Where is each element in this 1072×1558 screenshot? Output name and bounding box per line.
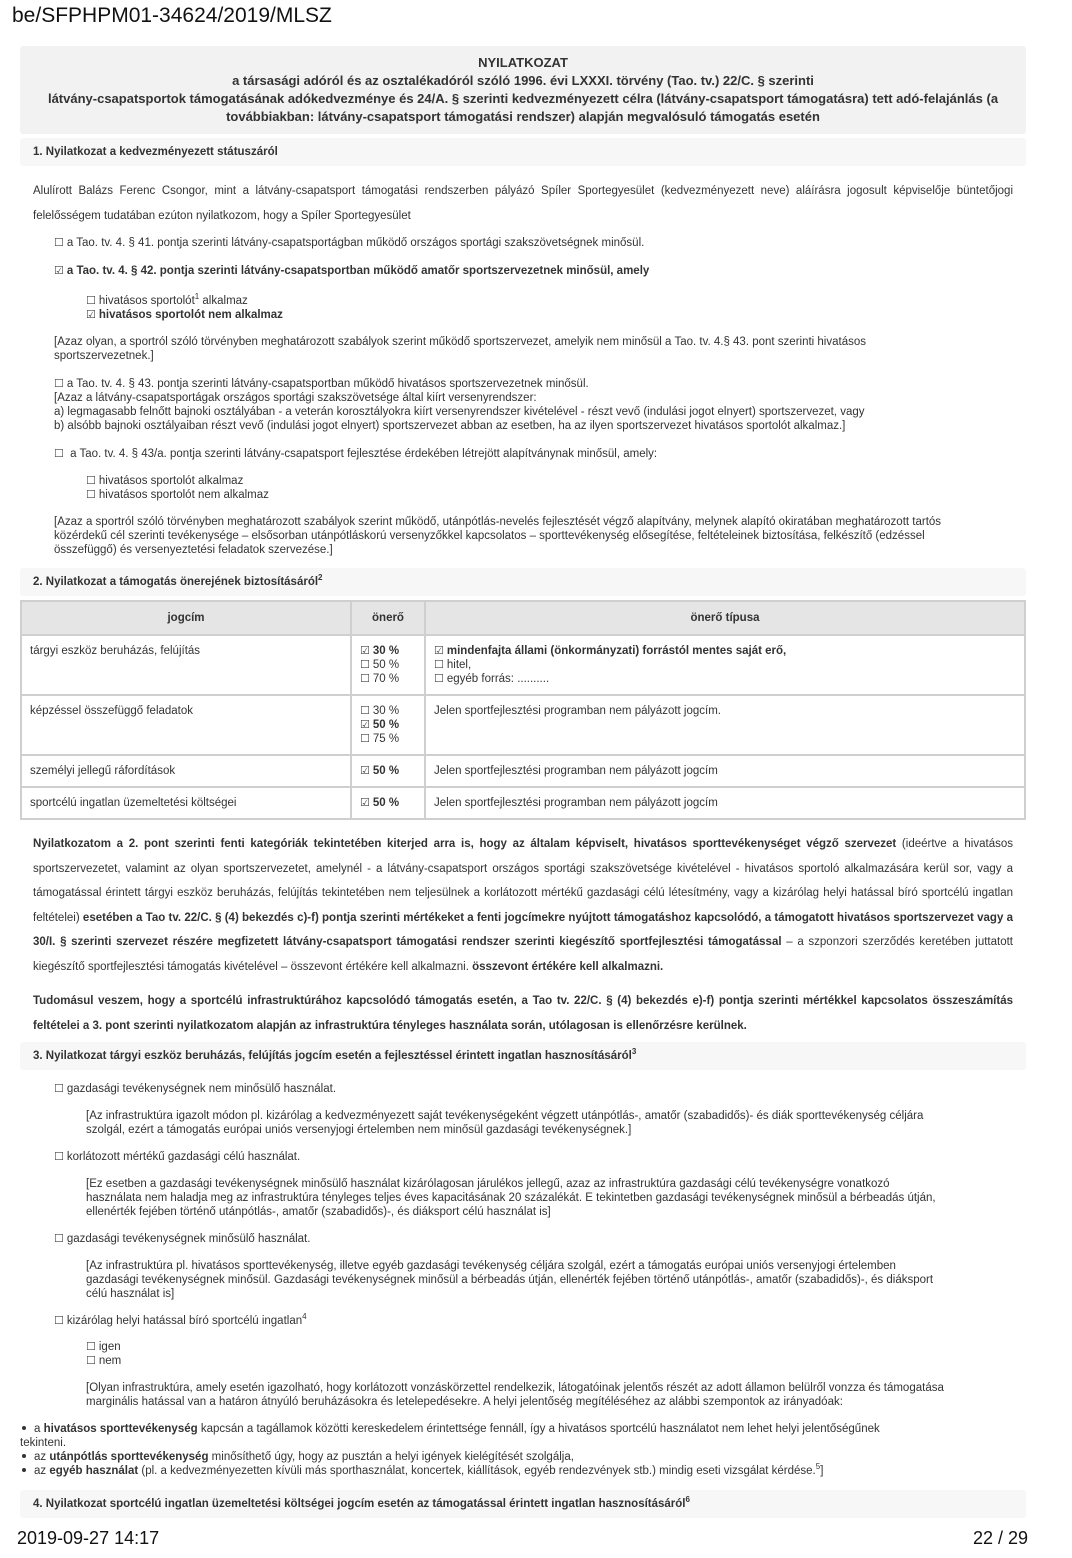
- usage-option-economic[interactable]: ☐ gazdasági tevékenységnek minősülő használat.: [54, 1232, 311, 1245]
- tipus-option[interactable]: ☑ mindenfajta állami (önkormányzati) forrástól mentes saját erő,: [434, 644, 787, 657]
- column-header-jogcim: jogcím: [21, 601, 351, 635]
- checkbox-unchecked-icon[interactable]: ☐: [86, 474, 96, 487]
- note-43-line3: b) alsóbb bajnoki osztályaiban részt vevő (indulási jogot elnyert) sportszervezet abban az esetben, ha az ilyen sportszervezet hivatásos sportolót alkalmaz.]: [54, 420, 846, 432]
- cell-onero-tipusa: Jelen sportfejlesztési programban nem pályázott jogcím: [425, 787, 1025, 819]
- tipus-option[interactable]: ☐ hitel,: [434, 658, 472, 671]
- option-42-no-pro[interactable]: ☑ hivatásos sportolót nem alkalmaz: [86, 308, 283, 321]
- onero-option[interactable]: ☐ 30 %: [360, 704, 400, 717]
- usage-option-non-economic[interactable]: ☐ gazdasági tevékenységnek nem minősülő használat.: [54, 1082, 337, 1095]
- cell-onero: [351, 695, 425, 755]
- onero-option[interactable]: ☐ 70 %: [360, 672, 400, 685]
- checkbox-unchecked-icon[interactable]: ☐: [54, 236, 64, 249]
- table-row: [21, 695, 1025, 755]
- checkbox-unchecked-icon[interactable]: ☐: [54, 447, 64, 460]
- checkbox-checked-icon[interactable]: ☑: [434, 644, 444, 657]
- cell-onero: [351, 755, 425, 787]
- option-42-employs-pro[interactable]: ☐ hivatásos sportolót$^1$ alkalmaz: [86, 292, 248, 307]
- checkbox-unchecked-icon[interactable]: ☐: [360, 658, 370, 671]
- table-row: [21, 635, 1025, 695]
- onero-option[interactable]: ☑ 50 %: [360, 764, 400, 777]
- checkbox-checked-icon[interactable]: ☑: [54, 264, 64, 277]
- checkbox-unchecked-icon[interactable]: ☐: [86, 294, 96, 307]
- option-43a-employs-pro[interactable]: ☐ hivatásos sportolót alkalmaz: [86, 474, 244, 487]
- checkbox-checked-icon[interactable]: ☑: [360, 718, 370, 731]
- own-contribution-table: [20, 600, 1026, 820]
- footnote-ref-5: 5: [815, 1462, 821, 1472]
- option-43a-no-pro[interactable]: ☐ hivatásos sportolót nem alkalmaz: [86, 488, 269, 501]
- bullet-icon: [22, 1468, 26, 1472]
- usage-option-limited-economic[interactable]: ☐ korlátozott mértékű gazdasági célú használat.: [54, 1150, 301, 1163]
- bullet-icon: [22, 1426, 26, 1430]
- section-4-heading: 4. Nyilatkozat sportcélú ingatlan üzemeltetési költségei jogcím esetén az támogatással érintett ingatlan hasznosításáról$^6$: [20, 1490, 1026, 1518]
- print-timestamp: 2019-09-27 14:17: [17, 1528, 160, 1548]
- checkbox-unchecked-icon[interactable]: ☐: [86, 1354, 96, 1367]
- note-43a: [Azaz a sportról szóló törvényben meghatározott szabályok szerint működő, utánpótlás-nevelés fejlesztését végző alapítvány, melynek alapító okiratában meghatározott tartós közérdekű cél szerinti tevékenysége – elsősorban utánpótláskorú versenyzőkkel kapcsolatos – sporttevékenység elősegítése, feltételeinek biztosítása, felkészítő (edzéssel összefüggő) és versenyeztetési feladatok szervezése.]: [54, 516, 942, 556]
- title-subtitle-2: látvány-csapatsportok támogatásának adókedvezménye és 24/A. § szerinti kedvezményezett célra (látvány-csapatsport támogatásra) tett adó-felajánlás (a továbbiakban: látvány-csapatsport támogatási rendszer) alapján megvalósuló támogatás esetén: [47, 91, 999, 124]
- declaration-document: [20, 46, 1026, 1518]
- cell-jogcim: képzéssel összefüggő feladatok: [21, 695, 351, 755]
- section-2-paragraph-2: Tudomásul veszem, hogy a sportcélú infrastruktúrához kapcsolódó támogatás esetén, a Tao tv. 22/C. § (4) bekezdés e)-f) pontja szerinti mértékkel kapcsolatos összeszámítás feltételei a 3. pont szerinti nyilatkozatom alapján az infrastruktúra tényleges használata során, utólagosan is ellenőrzésre kerülnek.: [33, 995, 1013, 1032]
- note-43-line2: a) legmagasabb felnőtt bajnoki osztályában - a veterán korosztályokra kiírt versenyrendszer kivételével - részt vevő (indulási jogot elnyert) sportszervezet, vagy: [54, 406, 865, 418]
- checkbox-checked-icon[interactable]: ☑: [360, 764, 370, 777]
- onero-option[interactable]: ☑ 30 %: [360, 644, 400, 657]
- note-42: [Azaz olyan, a sportról szóló törvényben meghatározott szabályok szerint működő sportszervezet, amelyik nem minősül a Tao. tv. 4.§ 43. pont szerinti hivatásos sportszervezetnek.]: [54, 336, 866, 362]
- cell-onero: [351, 635, 425, 695]
- checkbox-unchecked-icon[interactable]: ☐: [86, 488, 96, 501]
- option-43[interactable]: ☐ a Tao. tv. 4. § 43. pontja szerinti látvány-csapatsportban működő hivatásos sportszervezetnek minősül.: [54, 377, 589, 390]
- footnote-ref-1: 1: [194, 292, 200, 302]
- cell-onero-tipusa: Jelen sportfejlesztési programban nem pályázott jogcím: [425, 755, 1025, 787]
- checkbox-unchecked-icon[interactable]: ☐: [360, 704, 370, 717]
- footnote-ref-2: 2: [318, 573, 323, 583]
- tipus-option[interactable]: ☐ egyéb forrás: ..........: [434, 672, 550, 685]
- local-impact-yes[interactable]: ☐ igen: [86, 1340, 121, 1353]
- onero-option[interactable]: ☐ 75 %: [360, 732, 400, 745]
- document-title: [20, 46, 1026, 134]
- cell-jogcim: tárgyi eszköz beruházás, felújítás: [21, 635, 351, 695]
- usage-note-limited-economic: [Ez esetben a gazdasági tevékenységnek minősülő használat kizárólagosan járulékos jellegű, azaz az infrastruktúra gazdasági célú tevékenységre vonatkozó használata nem haladja meg az infrastruktúra tényleges teljes éves kapacitásának 20 százalékát. E tekintetben gazdasági tevékenységnek minősül a bérbeadás útján, ellenérték fejében történő utánpótlás-, amatőr (szabadidős)-, és diáksport célú használat is]: [86, 1178, 936, 1218]
- footnote-ref-6: 6: [685, 1495, 690, 1505]
- checkbox-unchecked-icon[interactable]: ☐: [54, 377, 64, 390]
- checkbox-unchecked-icon[interactable]: ☐: [54, 1150, 64, 1163]
- local-impact-note: [Olyan infrastruktúra, amely esetén igazolható, hogy korlátozott vonzáskörzettel rendelkezik, látogatóinak jelentős részét az adott államon belülről vonzza és támogatása marginális hatással van a határon átnyúló beruházásokra és letelepedésekre. A helyi jelentőség megítéléséhez az alábbi szempontok az irányadóak:: [86, 1382, 944, 1408]
- section-3-heading: 3. Nyilatkozat tárgyi eszköz beruházás, felújítás jogcím esetén a fejlesztéssel érintett ingatlan hasznosításáról$^3$: [20, 1042, 1026, 1070]
- cell-jogcim: sportcélú ingatlan üzemeltetési költségei: [21, 787, 351, 819]
- list-item: az utánpótlás sporttevékenység minősíthető úgy, hogy az pusztán a helyi igények kielégítését szolgálja,: [20, 1450, 906, 1464]
- column-header-onero-tipusa: önerő típusa: [425, 601, 1025, 635]
- table-row: [21, 755, 1025, 787]
- checkbox-checked-icon[interactable]: ☑: [360, 796, 370, 809]
- checkbox-unchecked-icon[interactable]: ☐: [54, 1232, 64, 1245]
- footnote-ref-3: 3: [631, 1047, 637, 1057]
- option-43a[interactable]: ☐ a Tao. tv. 4. § 43/a. pontja szerinti látvány-csapatsport fejlesztése érdekében létrejött alapítványnak minősül, amely:: [54, 447, 658, 460]
- checkbox-unchecked-icon[interactable]: ☐: [360, 672, 370, 685]
- local-impact-no[interactable]: ☐ nem: [86, 1354, 122, 1367]
- checkbox-checked-icon[interactable]: ☑: [360, 644, 370, 657]
- checkbox-unchecked-icon[interactable]: ☐: [54, 1314, 64, 1327]
- option-42[interactable]: ☑ a Tao. tv. 4. § 42. pontja szerinti látvány-csapatsportban működő amatőr sportszervezetnek minősül, amely: [54, 264, 650, 277]
- page-number: 22 / 29: [972, 1528, 1028, 1548]
- usage-note-economic: [Az infrastruktúra pl. hivatásos sporttevékenység, illetve egyéb gazdasági tevékenység céljára szolgál, ezért a támogatás európai uniós versenyjogi értelemben gazdasági tevékenységnek minősül. Gazdasági tevékenységnek minősül a bérbeadás útján, ellenérték fejében történő utánpótlás-, amatőr (szabadidős)-, és diáksport célú használat is]: [86, 1260, 934, 1300]
- onero-option[interactable]: ☐ 50 %: [360, 658, 400, 671]
- cell-onero-tipusa: [425, 635, 1025, 695]
- note-43-line1: [Azaz a látvány-csapatsportágak országos sportági szakszövetsége által kiírt versenyrendszer:: [54, 392, 537, 404]
- checkbox-unchecked-icon[interactable]: ☐: [86, 1340, 96, 1353]
- usage-option-local-impact[interactable]: ☐ kizárólag helyi hatással bíró sportcélú ingatlan$^4$: [54, 1312, 307, 1327]
- checkbox-unchecked-icon[interactable]: ☐: [360, 732, 370, 745]
- checkbox-unchecked-icon[interactable]: ☐: [434, 672, 444, 685]
- onero-option[interactable]: ☑ 50 %: [360, 796, 400, 809]
- column-header-onero: önerő: [351, 601, 425, 635]
- table-row: [21, 787, 1025, 819]
- document-id: be/SFPHPM01-34624/2019/MLSZ: [12, 4, 332, 27]
- cell-jogcim: személyi jellegű ráfordítások: [21, 755, 351, 787]
- section-1-intro: Alulírott Balázs Ferenc Csongor, mint a látvány-csapatsport támogatási rendszerben pályázó Spíler Sportegyesület (kedvezményezett neve) aláírásra jogosult képviselője büntetőjogi felelősségem tudatában ezúton nyilatkozom, hogy a Spíler Sportegyesület: [33, 185, 1013, 222]
- title-heading: NYILATKOZAT: [478, 55, 568, 70]
- option-41[interactable]: ☐ a Tao. tv. 4. § 41. pontja szerinti látvány-csapatsportágban működő országos sportági szakszövetségnek minősül.: [54, 236, 645, 249]
- checkbox-unchecked-icon[interactable]: ☐: [434, 658, 444, 671]
- list-item: a hivatásos sporttevékenység kapcsán a tagállamok közötti kereskedelem érintettsége fennáll, így a hivatásos sportcélú használatot nem lehet helyi jelentőségűnek tekinteni.: [20, 1423, 880, 1449]
- section-2-heading: 2. Nyilatkozat a támogatás önerejének biztosításáról$^2$: [20, 568, 1026, 596]
- section-1-heading: 1. Nyilatkozat a kedvezményezett státuszáról: [20, 138, 1026, 166]
- checkbox-checked-icon[interactable]: ☑: [86, 308, 96, 321]
- section-2-paragraph-1: Nyilatkozatom a 2. pont szerinti fenti kategóriák tekintetében kiterjed arra is, hogy az általam képviselt, hivatásos sporttevékenységet végző szervezet (ideértve a hivatásos sportszervezetet, valamint az olyan sportszervezetet, amelynél - a látvány-csapatsport országos sportági szakszövetsége kivételével - hivatásos sportoló alkalmazására kerül sor, vagy a támogatással érintett tárgyi eszköz beruházás, felújítás tekintetében nem teljesülnek a korlátozott mértékű gazdasági célú létesítmény, vagy a kizárólag helyi hatással bíró sportcélú ingatlan feltételei) esetében a Tao tv. 22/C. § (4) bekezdés c)-f) pontja szerinti mértékeket a fenti jogcímekre nyújtott támogatáshoz kapcsolódó, a támogatott hivatásos sportszervezet vagy a 30/I. § szerinti szervezet részére megfizetett látvány-csapatsport támogatási rendszer szerinti kiegészítő sportfejlesztési támogatással – a szponzori szerződés keretében juttatott kiegészítő sportfejlesztési támogatás kivételével – összevont értékére kell alkalmazni. összevont értékére kell alkalmazni.: [33, 838, 1014, 973]
- cell-onero-tipusa: Jelen sportfejlesztési programban nem pályázott jogcím.: [425, 695, 1025, 755]
- title-subtitle-1: a társasági adóról és az osztalékadóról szóló 1996. évi LXXXI. törvény (Tao. tv.) 22/C. § szerinti: [232, 73, 814, 88]
- checkbox-unchecked-icon[interactable]: ☐: [54, 1082, 64, 1095]
- onero-option[interactable]: ☑ 50 %: [360, 718, 400, 731]
- cell-onero: [351, 787, 425, 819]
- footnote-ref-4: 4: [302, 1312, 307, 1322]
- list-item: az egyéb használat (pl. a kedvezményezetten kívüli más sporthasználat, koncertek, kiállítások, egyéb rendezvények stb.) mindig eseti vizsgálat kérdése.$^5$]: [20, 1464, 906, 1478]
- bullet-icon: [22, 1454, 26, 1458]
- table-header-row: [21, 601, 1025, 635]
- local-impact-criteria-list: [20, 1422, 1026, 1478]
- usage-note-non-economic: [Az infrastruktúra igazolt módon pl. kizárólag a kedvezményezett saját tevékenységeként végzett utánpótlás-, amatőr (szabadidős)- és diák sporttevékenység céljára szolgál, ezért a támogatás európai uniós versenyjogi értelemben nem minősül gazdasági tevékenységnek.]: [86, 1110, 924, 1136]
